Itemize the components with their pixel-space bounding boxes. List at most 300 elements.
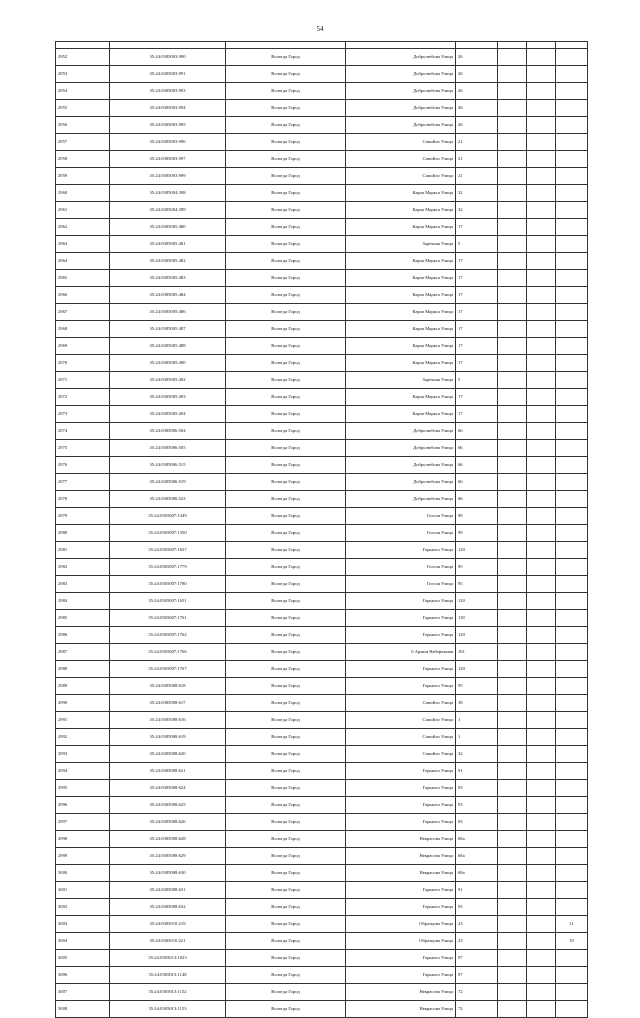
street-cell: Самойло Улица — [346, 712, 456, 729]
extra-cell — [498, 848, 527, 865]
city-cell: Вологда Город — [226, 542, 346, 559]
house-number-cell: 5 — [456, 372, 498, 389]
table-row — [56, 202, 588, 219]
row-number-cell: 2961 — [56, 202, 110, 219]
street-cell: Добролюбова Улица — [346, 83, 456, 100]
house-number-cell: 17 — [456, 270, 498, 287]
cadastral-number-cell: 35:24:0305013:1023 — [110, 950, 226, 967]
cadastral-number-cell: 35:24:0305003:993 — [110, 83, 226, 100]
table-row — [56, 236, 588, 253]
extra-cell — [498, 100, 527, 117]
row-number-cell: 2976 — [56, 457, 110, 474]
row-number-cell: 2973 — [56, 406, 110, 423]
row-number-cell: 2958 — [56, 151, 110, 168]
street-cell: Горького Улица — [346, 610, 456, 627]
extra-cell — [498, 355, 527, 372]
extra-cell — [498, 372, 527, 389]
extra-cell — [527, 729, 556, 746]
cadastral-number-cell: 35:24:0305008:631 — [110, 882, 226, 899]
extra-cell — [556, 542, 588, 559]
extra-cell — [527, 185, 556, 202]
extra-cell — [556, 389, 588, 406]
extra-cell — [527, 661, 556, 678]
house-number-cell: 66 — [456, 440, 498, 457]
row-number-cell: 2980 — [56, 525, 110, 542]
extra-cell — [556, 559, 588, 576]
extra-cell — [527, 474, 556, 491]
extra-cell — [527, 882, 556, 899]
header-cell — [527, 42, 556, 49]
cadastral-number-cell: 35:24:0305003:991 — [110, 66, 226, 83]
extra-cell — [527, 321, 556, 338]
table-row — [56, 525, 588, 542]
table-row — [56, 372, 588, 389]
row-number-cell: 2967 — [56, 304, 110, 321]
street-cell: Горького Улица — [346, 950, 456, 967]
cadastral-number-cell: 35:24:0305005:486 — [110, 304, 226, 321]
row-number-cell: 2990 — [56, 695, 110, 712]
row-number-cell: 2971 — [56, 372, 110, 389]
extra-cell — [498, 610, 527, 627]
cadastral-number-cell: 35:24:0305006:505 — [110, 440, 226, 457]
cadastral-number-cell: 35:24:0305007:1761 — [110, 610, 226, 627]
extra-cell — [527, 814, 556, 831]
extra-cell — [556, 100, 588, 117]
house-number-cell: 17 — [456, 253, 498, 270]
row-number-cell: 2965 — [56, 270, 110, 287]
street-cell: Карла Маркса Улица — [346, 185, 456, 202]
row-number-cell: 2970 — [56, 355, 110, 372]
extra-cell — [527, 831, 556, 848]
row-number-cell: 2954 — [56, 83, 110, 100]
house-number-cell: 17 — [456, 338, 498, 355]
table-row — [56, 763, 588, 780]
table-row — [56, 508, 588, 525]
extra-cell — [498, 865, 527, 882]
extra-cell — [556, 950, 588, 967]
cadastral-number-cell: 35:24:0305007:1780 — [110, 576, 226, 593]
row-number-cell: 2974 — [56, 423, 110, 440]
cadastral-number-cell: 35:24:0305008:620 — [110, 746, 226, 763]
extra-cell — [527, 695, 556, 712]
street-cell: Добролюбова Улица — [346, 100, 456, 117]
street-cell: Горького Улица — [346, 763, 456, 780]
table-row — [56, 49, 588, 66]
extra-cell — [556, 202, 588, 219]
row-number-cell: 3008 — [56, 1001, 110, 1018]
extra-cell — [498, 797, 527, 814]
cadastral-number-cell: 35:24:0305005:493 — [110, 389, 226, 406]
extra-cell — [498, 202, 527, 219]
city-cell: Вологда Город — [226, 610, 346, 627]
extra-cell — [556, 372, 588, 389]
city-cell: Вологда Город — [226, 202, 346, 219]
street-cell: Карла Маркса Улица — [346, 219, 456, 236]
extra-cell — [498, 542, 527, 559]
city-cell: Вологда Город — [226, 270, 346, 287]
street-cell: Карла Маркса Улица — [346, 406, 456, 423]
extra-cell — [498, 933, 527, 950]
extra-cell — [527, 950, 556, 967]
cadastral-number-cell: 35:24:0305008:629 — [110, 848, 226, 865]
extra-cell — [527, 440, 556, 457]
extra-cell — [527, 202, 556, 219]
extra-cell — [556, 576, 588, 593]
cadastral-number-cell: 35:24:0305007:1767 — [110, 661, 226, 678]
row-number-cell: 2992 — [56, 729, 110, 746]
cadastral-number-cell: 35:24:0305008:628 — [110, 831, 226, 848]
row-number-cell: 2964 — [56, 253, 110, 270]
extra-cell — [556, 253, 588, 270]
table-row — [56, 661, 588, 678]
extra-cell — [498, 270, 527, 287]
table-row — [56, 457, 588, 474]
table-row — [56, 610, 588, 627]
city-cell: Вологда Город — [226, 508, 346, 525]
extra-cell — [527, 423, 556, 440]
table-row — [56, 967, 588, 984]
house-number-cell: 21 — [456, 151, 498, 168]
street-cell: Гоголя Улица — [346, 576, 456, 593]
street-cell: Заречная Улица — [346, 372, 456, 389]
street-cell: Самойло Улица — [346, 134, 456, 151]
row-number-cell: 2984 — [56, 593, 110, 610]
table-row — [56, 950, 588, 967]
extra-cell — [556, 865, 588, 882]
table-row — [56, 440, 588, 457]
street-cell: Самойло Улица — [346, 729, 456, 746]
table-row — [56, 168, 588, 185]
table-row — [56, 389, 588, 406]
city-cell: Вологда Город — [226, 712, 346, 729]
extra-cell — [498, 185, 527, 202]
house-number-cell: 72 — [456, 1001, 498, 1018]
extra-cell — [527, 712, 556, 729]
cadastral-number-cell: 35:24:0305006:504 — [110, 423, 226, 440]
row-number-cell: 2977 — [56, 474, 110, 491]
row-number-cell: 2956 — [56, 117, 110, 134]
table-row — [56, 134, 588, 151]
street-cell: Карла Маркса Улица — [346, 202, 456, 219]
street-cell: Горького Улица — [346, 593, 456, 610]
city-cell: Вологда Город — [226, 916, 346, 933]
city-cell: Вологда Город — [226, 440, 346, 457]
cadastral-number-cell: 35:24:0305005:482 — [110, 253, 226, 270]
table-row — [56, 270, 588, 287]
extra-cell — [498, 321, 527, 338]
extra-cell — [556, 168, 588, 185]
table-row — [56, 117, 588, 134]
cadastral-number-cell: 35:24:0305010:219 — [110, 916, 226, 933]
extra-cell — [527, 253, 556, 270]
row-number-cell: 2952 — [56, 49, 110, 66]
street-cell: Самойло Улица — [346, 695, 456, 712]
house-number-cell: 66 — [456, 457, 498, 474]
house-number-cell: 17 — [456, 355, 498, 372]
street-cell: Некрасова Улица — [346, 865, 456, 882]
extra-cell — [498, 831, 527, 848]
cadastral-number-cell: 35:24:0305003:999 — [110, 168, 226, 185]
extra-cell — [556, 712, 588, 729]
street-cell: Добролюбова Улица — [346, 491, 456, 508]
street-cell: Гоголя Улица — [346, 559, 456, 576]
house-number-cell: 95 — [456, 576, 498, 593]
cadastral-number-cell: 35:24:0305005:487 — [110, 321, 226, 338]
city-cell: Вологда Город — [226, 729, 346, 746]
cadastral-number-cell: 35:24:0305013:1152 — [110, 984, 226, 1001]
row-number-cell: 2955 — [56, 100, 110, 117]
table-row — [56, 712, 588, 729]
house-number-cell: 26 — [456, 49, 498, 66]
extra-cell — [556, 423, 588, 440]
cadastral-number-cell: 35:24:0305008:616 — [110, 712, 226, 729]
row-number-cell: 2969 — [56, 338, 110, 355]
city-cell: Вологда Город — [226, 644, 346, 661]
extra-cell — [498, 168, 527, 185]
extra-cell — [556, 338, 588, 355]
street-cell: Образцова Улица — [346, 916, 456, 933]
extra-cell — [498, 644, 527, 661]
city-cell: Вологда Город — [226, 576, 346, 593]
extra-cell — [498, 440, 527, 457]
extra-cell — [556, 797, 588, 814]
cadastral-number-cell: 35:24:0305007:1651 — [110, 593, 226, 610]
extra-cell — [498, 525, 527, 542]
row-number-cell: 2991 — [56, 712, 110, 729]
extra-cell — [527, 797, 556, 814]
extra-cell — [498, 253, 527, 270]
row-number-cell: 3000 — [56, 865, 110, 882]
header-cell — [56, 42, 110, 49]
street-cell: Добролюбова Улица — [346, 440, 456, 457]
city-cell: Вологда Город — [226, 559, 346, 576]
cadastral-number-cell: 35:24:0305005:483 — [110, 270, 226, 287]
extra-cell — [556, 151, 588, 168]
cadastral-number-cell: 35:24:0305008:632 — [110, 899, 226, 916]
extra-cell — [527, 644, 556, 661]
cadastral-number-cell: 35:24:0305007:1349 — [110, 508, 226, 525]
house-number-cell: 93 — [456, 899, 498, 916]
street-cell: Горького Улица — [346, 967, 456, 984]
house-number-cell: 161 — [456, 644, 498, 661]
extra-cell — [527, 559, 556, 576]
cadastral-number-cell: 35:24:0305013:1148 — [110, 967, 226, 984]
city-cell: Вологда Город — [226, 236, 346, 253]
street-cell: Добролюбова Улица — [346, 49, 456, 66]
house-number-cell: 95 — [456, 678, 498, 695]
extra-cell — [527, 984, 556, 1001]
extra-cell — [498, 814, 527, 831]
cadastral-number-cell: 35:24:0305003:996 — [110, 134, 226, 151]
cadastral-number-cell: 35:24:0305003:995 — [110, 117, 226, 134]
extra-cell — [527, 848, 556, 865]
extra-cell — [498, 712, 527, 729]
extra-cell — [498, 882, 527, 899]
street-cell: Горького Улица — [346, 814, 456, 831]
extra-cell — [527, 610, 556, 627]
extra-cell — [527, 100, 556, 117]
extra-cell — [498, 134, 527, 151]
house-number-cell: 17 — [456, 219, 498, 236]
house-number-cell: 97 — [456, 967, 498, 984]
extra-cell — [556, 814, 588, 831]
extra-cell — [527, 746, 556, 763]
house-number-cell: 91 — [456, 882, 498, 899]
row-number-cell: 2979 — [56, 508, 110, 525]
cadastral-table — [55, 41, 588, 1018]
table-row — [56, 644, 588, 661]
extra-cell — [498, 304, 527, 321]
extra-cell — [527, 916, 556, 933]
extra-cell — [556, 984, 588, 1001]
house-number-cell: 93 — [456, 797, 498, 814]
cadastral-number-cell: 35:24:0305007:1762 — [110, 627, 226, 644]
extra-cell — [556, 661, 588, 678]
city-cell: Вологда Город — [226, 66, 346, 83]
city-cell: Вологда Город — [226, 151, 346, 168]
extra-cell — [556, 780, 588, 797]
street-cell: Карла Маркса Улица — [346, 287, 456, 304]
row-number-cell: 2994 — [56, 763, 110, 780]
extra-cell — [498, 576, 527, 593]
street-cell: Горького Улица — [346, 797, 456, 814]
extra-cell — [527, 168, 556, 185]
table-row — [56, 287, 588, 304]
cadastral-number-cell: 35:24:0305008:619 — [110, 729, 226, 746]
cadastral-number-cell: 35:24:0305008:630 — [110, 865, 226, 882]
extra-cell — [556, 644, 588, 661]
house-number-cell: 68а — [456, 865, 498, 882]
extra-cell — [498, 49, 527, 66]
extra-cell — [556, 66, 588, 83]
extra-cell — [498, 389, 527, 406]
extra-cell — [527, 865, 556, 882]
table-row — [56, 151, 588, 168]
extra-cell — [527, 287, 556, 304]
extra-cell — [527, 49, 556, 66]
cadastral-number-cell: 35:24:0305003:997 — [110, 151, 226, 168]
extra-cell — [556, 185, 588, 202]
row-number-cell: 3002 — [56, 899, 110, 916]
house-number-cell: 17 — [456, 406, 498, 423]
extra-cell — [556, 134, 588, 151]
city-cell: Вологда Город — [226, 695, 346, 712]
street-cell: Некрасова Улица — [346, 1001, 456, 1018]
house-number-cell: 91 — [456, 763, 498, 780]
house-number-cell: 18 — [456, 695, 498, 712]
extra-cell — [527, 66, 556, 83]
extra-cell — [498, 661, 527, 678]
extra-cell — [498, 1001, 527, 1018]
house-number-cell: 17 — [456, 321, 498, 338]
table-row — [56, 695, 588, 712]
city-cell: Вологда Город — [226, 661, 346, 678]
cadastral-number-cell: 35:24:0305005:480 — [110, 219, 226, 236]
table-row — [56, 780, 588, 797]
cadastral-number-cell: 35:24:0305003:994 — [110, 100, 226, 117]
extra-cell — [498, 457, 527, 474]
house-number-cell: 26 — [456, 117, 498, 134]
extra-cell — [498, 950, 527, 967]
street-cell: Добролюбова Улица — [346, 474, 456, 491]
house-number-cell: 118 — [456, 610, 498, 627]
extra-cell — [498, 406, 527, 423]
extra-cell — [556, 967, 588, 984]
city-cell: Вологда Город — [226, 457, 346, 474]
extra-cell — [556, 848, 588, 865]
extra-cell — [498, 474, 527, 491]
table-row — [56, 66, 588, 83]
extra-cell — [498, 627, 527, 644]
street-cell: Добролюбова Улица — [346, 66, 456, 83]
street-cell: Добролюбова Улица — [346, 423, 456, 440]
extra-cell — [556, 321, 588, 338]
street-cell: Добролюбова Улица — [346, 457, 456, 474]
city-cell: Вологда Город — [226, 83, 346, 100]
house-number-cell: 17 — [456, 287, 498, 304]
extra-cell — [556, 1001, 588, 1018]
cadastral-number-cell: 35:24:0305005:484 — [110, 287, 226, 304]
row-number-cell: 2975 — [56, 440, 110, 457]
city-cell: Вологда Город — [226, 882, 346, 899]
extra-cell — [527, 236, 556, 253]
city-cell: Вологда Город — [226, 627, 346, 644]
house-number-cell: 21 — [456, 134, 498, 151]
street-cell: Горького Улица — [346, 542, 456, 559]
table-row — [56, 355, 588, 372]
row-number-cell: 2997 — [56, 814, 110, 831]
header-cell — [110, 42, 226, 49]
table-row — [56, 304, 588, 321]
row-number-cell: 2983 — [56, 576, 110, 593]
extra-cell — [556, 304, 588, 321]
street-cell: Карла Маркса Улица — [346, 270, 456, 287]
cadastral-number-cell: 35:24:0305006:515 — [110, 457, 226, 474]
city-cell: Вологда Город — [226, 525, 346, 542]
extra-cell — [556, 491, 588, 508]
extra-cell — [498, 66, 527, 83]
table-row — [56, 406, 588, 423]
extra-cell — [556, 457, 588, 474]
table-row — [56, 100, 588, 117]
row-number-cell: 2953 — [56, 66, 110, 83]
table-header-row — [56, 42, 588, 49]
house-number-cell: 68а — [456, 848, 498, 865]
extra-cell — [556, 729, 588, 746]
city-cell: Вологда Город — [226, 491, 346, 508]
extra-cell — [527, 270, 556, 287]
city-cell: Вологда Город — [226, 984, 346, 1001]
street-cell: Горького Улица — [346, 678, 456, 695]
extra-cell — [498, 593, 527, 610]
house-number-cell: 120 — [456, 661, 498, 678]
city-cell: Вологда Город — [226, 287, 346, 304]
city-cell: Вологда Город — [226, 474, 346, 491]
house-number-cell: 120 — [456, 627, 498, 644]
house-number-cell: 68а — [456, 831, 498, 848]
extra-cell — [527, 338, 556, 355]
cadastral-number-cell: 35:24:0305008:617 — [110, 695, 226, 712]
extra-cell — [498, 508, 527, 525]
row-number-cell: 3001 — [56, 882, 110, 899]
street-cell: Некрасова Улица — [346, 848, 456, 865]
row-number-cell: 2989 — [56, 678, 110, 695]
extra-cell — [556, 355, 588, 372]
table-row — [56, 848, 588, 865]
house-number-cell: 17 — [456, 389, 498, 406]
city-cell: Вологда Город — [226, 593, 346, 610]
row-number-cell: 2993 — [56, 746, 110, 763]
